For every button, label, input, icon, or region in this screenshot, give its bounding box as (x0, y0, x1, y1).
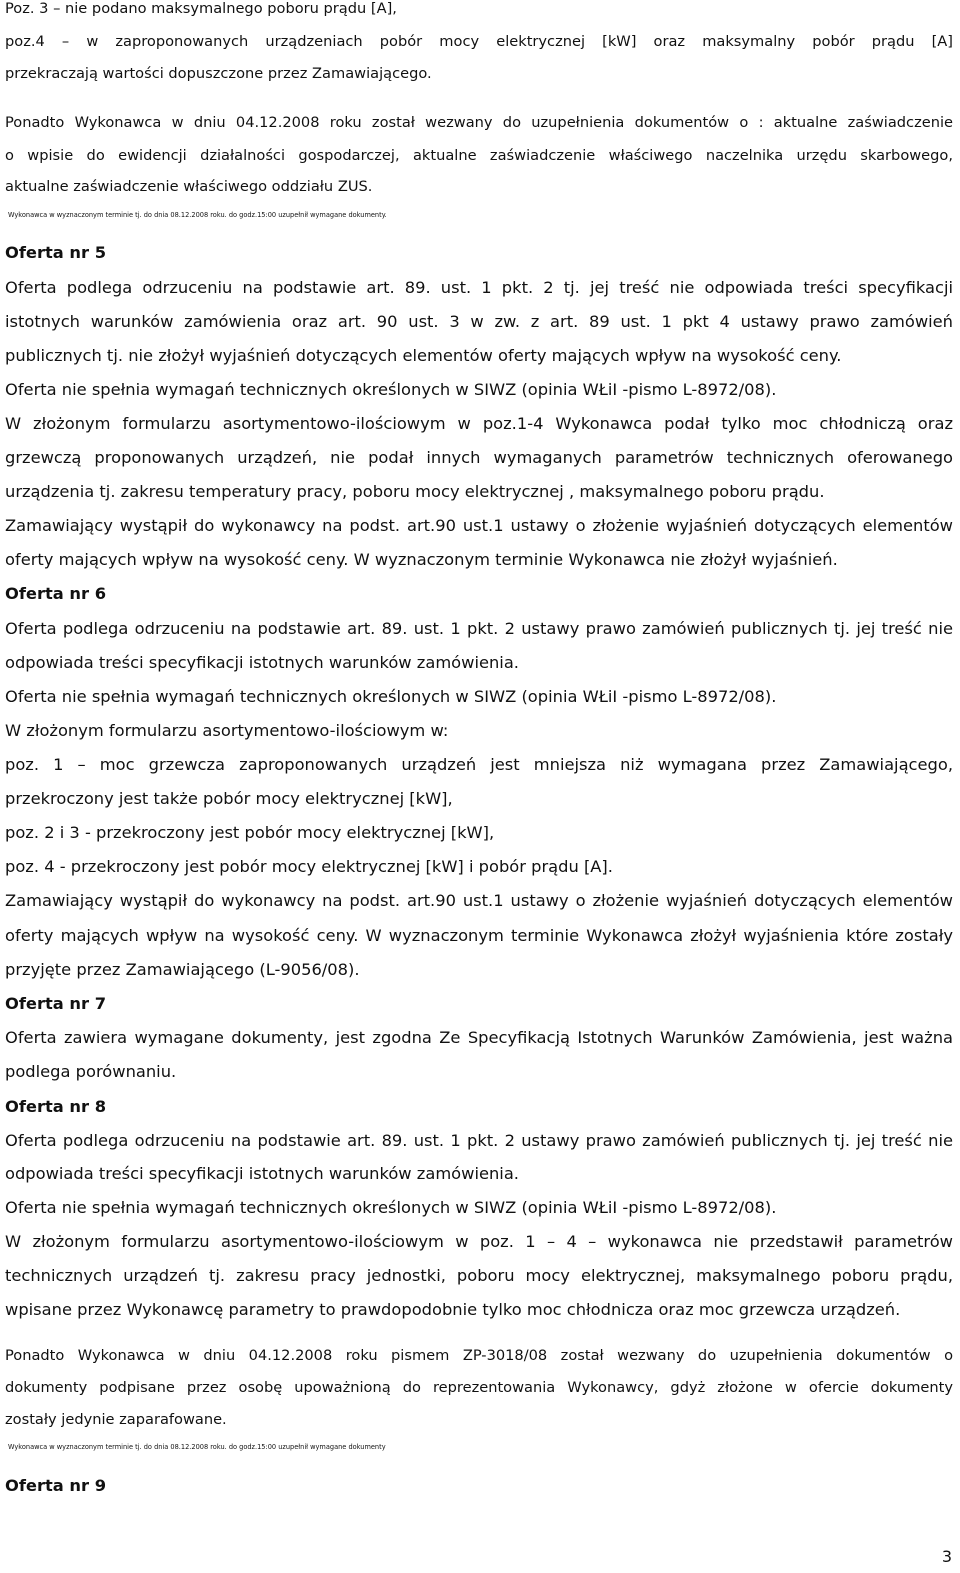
text-line: Oferta zawiera wymagane dokumenty, jest zgodna Ze Specyfikacją Istotnych Warunków Zamówienia, jest ważna (5, 1028, 953, 1047)
text-line: urządzenia tj. zakresu temperatury pracy, poboru mocy elektrycznej , maksymalnego poboru prądu. (5, 482, 825, 501)
text-line: poz. 2 i 3 - przekroczony jest pobór mocy elektrycznej [kW], (5, 823, 495, 842)
text-line: przekroczony jest także pobór mocy elektrycznej [kW], (5, 789, 453, 808)
text-line: aktualne zaświadczenie właściwego oddziału ZUS. (5, 178, 373, 195)
text-line: W złożonym formularzu asortymentowo-ilościowym w: (5, 721, 449, 740)
section-heading: Oferta nr 7 (5, 994, 107, 1013)
text-line: W złożonym formularzu asortymentowo-ilościowym w poz.1-4 Wykonawca podał tylko moc chłodniczą oraz (5, 414, 953, 433)
text-line: Zamawiający wystąpił do wykonawcy na podst. art.90 ust.1 ustawy o złożenie wyjaśnień dotyczących elementów (5, 891, 953, 910)
text-line: przekraczają wartości dopuszczone przez Zamawiającego. (5, 65, 432, 82)
text-line: przyjęte przez Zamawiającego (L-9056/08). (5, 960, 360, 979)
text-line: Oferta podlega odrzuceniu na podstawie art. 89. ust. 1 pkt. 2 ustawy prawo zamówień publicznych tj. jej treść nie (5, 1131, 953, 1150)
text-line: o wpisie do ewidencji działalności gospodarczej, aktualne zaświadczenie właściwego naczelnika urzędu skarbowego, (5, 147, 953, 164)
section-heading: Oferta nr 9 (5, 1476, 107, 1495)
text-line: Oferta nie spełnia wymagań technicznych określonych w SIWZ (opinia WŁiI -pismo L-8972/08). (5, 380, 777, 399)
section-heading: Oferta nr 5 (5, 243, 107, 262)
text-line: wpisane przez Wykonawcę parametry to prawdopodobnie tylko moc chłodnicza oraz moc grzewcza urządzeń. (5, 1300, 901, 1319)
text-line: Ponadto Wykonawca w dniu 04.12.2008 roku pismem ZP-3018/08 został wezwany do uzupełnienia dokumentów o (5, 1347, 953, 1364)
section-heading: Oferta nr 6 (5, 584, 107, 603)
text-line: Oferta nie spełnia wymagań technicznych określonych w SIWZ (opinia WŁiI -pismo L-8972/08). (5, 687, 777, 706)
page-number: 3 (941, 1547, 952, 1566)
text-line: poz. 1 – moc grzewcza zaproponowanych urządzeń jest mniejsza niż wymagana przez Zamawiającego, (5, 755, 953, 774)
text-line: grzewczą proponowanych urządzeń, nie podał innych wymaganych parametrów technicznych oferowanego (5, 448, 953, 467)
text-line: Zamawiający wystąpił do wykonawcy na podst. art.90 ust.1 ustawy o złożenie wyjaśnień dotyczących elementów (5, 516, 953, 535)
text-line: Wykonawca w wyznaczonym terminie tj. do dnia 08.12.2008 roku. do godz.15:00 uzupełnił wymagane dokumenty (8, 1443, 386, 1451)
text-line: publicznych tj. nie złożył wyjaśnień dotyczących elementów oferty mających wpływ na wysokość ceny. (5, 346, 842, 365)
text-line: Wykonawca w wyznaczonym terminie tj. do dnia 08.12.2008 roku. do godz.15:00 uzupełnił wymagane dokumenty. (8, 211, 387, 219)
text-line: Oferta podlega odrzuceniu na podstawie art. 89. ust. 1 pkt. 2 tj. jej treść nie odpowiada treści specyfikacji (5, 278, 953, 297)
text-line: Oferta podlega odrzuceniu na podstawie art. 89. ust. 1 pkt. 2 ustawy prawo zamówień publicznych tj. jej treść nie (5, 619, 953, 638)
text-line: technicznych urządzeń tj. zakresu pracy jednostki, poboru mocy elektrycznej, maksymalnego poboru prądu, (5, 1266, 953, 1285)
text-line: dokumenty podpisane przez osobę upoważnioną do reprezentowania Wykonawcy, gdyż złożone w ofercie dokumenty (5, 1379, 953, 1396)
text-line: Ponadto Wykonawca w dniu 04.12.2008 roku został wezwany do uzupełnienia dokumentów o : aktualne zaświadczenie (5, 114, 953, 131)
text-line: W złożonym formularzu asortymentowo-ilościowym w poz. 1 – 4 – wykonawca nie przedstawił parametrów (5, 1232, 953, 1251)
text-line: Oferta nie spełnia wymagań technicznych określonych w SIWZ (opinia WŁiI -pismo L-8972/08). (5, 1198, 777, 1217)
text-line: poz.4 – w zaproponowanych urządzeniach pobór mocy elektrycznej [kW] oraz maksymalny pobór prądu [A] (5, 33, 953, 50)
text-line: oferty mających wpływ na wysokość ceny. W wyznaczonym terminie Wykonawca złożył wyjaśnienia które zostały (5, 926, 953, 945)
section-heading: Oferta nr 8 (5, 1097, 107, 1116)
text-line: Poz. 3 – nie podano maksymalnego poboru prądu [A], (5, 0, 397, 17)
text-line: odpowiada treści specyfikacji istotnych warunków zamówienia. (5, 653, 519, 672)
text-line: istotnych warunków zamówienia oraz art. 90 ust. 3 w zw. z art. 89 ust. 1 pkt 4 ustawy prawo zamówień (5, 312, 953, 331)
text-line: podlega porównaniu. (5, 1062, 177, 1081)
text-line: odpowiada treści specyfikacji istotnych warunków zamówienia. (5, 1164, 519, 1183)
text-line: oferty mających wpływ na wysokość ceny. W wyznaczonym terminie Wykonawca nie złożył wyjaśnień. (5, 550, 838, 569)
text-line: poz. 4 - przekroczony jest pobór mocy elektrycznej [kW] i pobór prądu [A]. (5, 857, 613, 876)
text-line: zostały jedynie zaparafowane. (5, 1411, 227, 1428)
